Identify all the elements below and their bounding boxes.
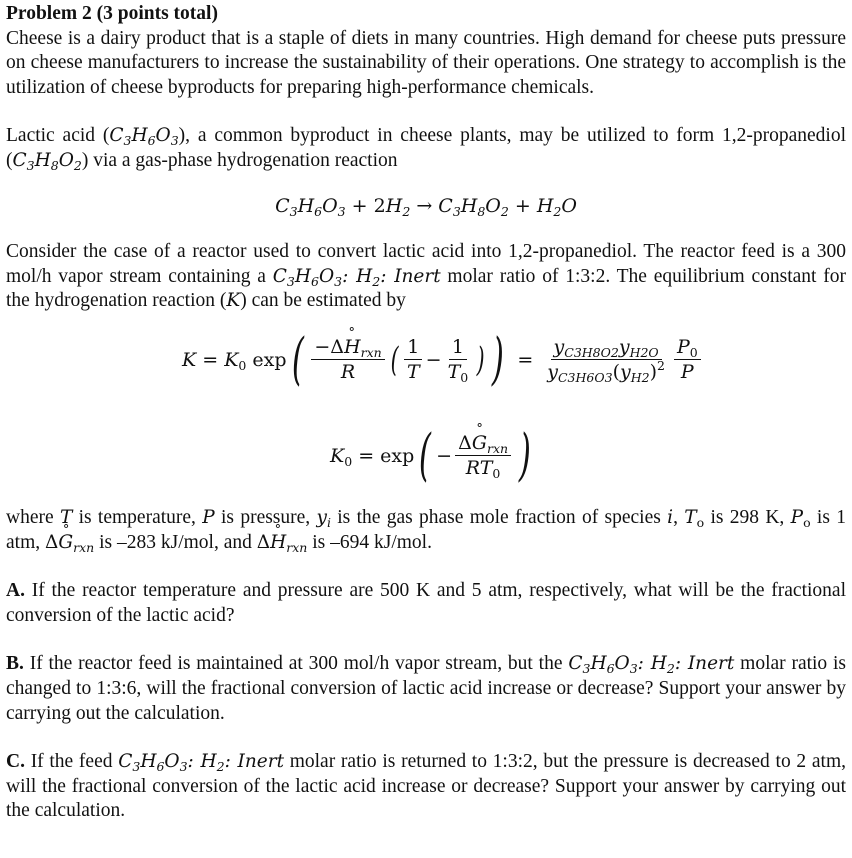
k0-equation: $K_0 = \exp$ ( − $\frac{\Delta G ˚_{rxn}}{RT_0}$ ) — [6, 428, 846, 506]
equilibrium-constant-equation: $K = K_0$ exp ( $\frac{-\Delta H ˚_{rxn}}{R}$ ( $\frac{1}{T}$ − $\frac{1}{T_0}$ ) ) = $\frac{y_{C3H8O2}y_{H2O}}{y_{C3H6O3}(y_{H2})^2}$ $\frac{P_0}{P}$ — [6, 332, 846, 424]
lactic-paragraph: Lactic acid $(C_3H_6O_3)$, a common byproduct in cheese plants, may be utilized to form 1,2-propanediol $(C_3H_8O_2)$ via a gas-phase hydrogenation reaction — [6, 125, 847, 173]
question-a: A. If the reactor temperature and pressure are 500 K and 5 atm, respectively, what will be the fractional conversion of the lactic acid? — [6, 580, 846, 626]
question-b: B. If the reactor feed is maintained at 300 mol/h vapor stream, but the $C_3H_6O_3$: $H_2$: Inert molar ratio is changed to 1:3:6, will the fractional conversion of lactic acid increase or decrease? Support your answer by carrying out the calculation. — [6, 653, 847, 724]
intro-paragraph: Cheese is a dairy product that is a staple of diets in many countries. High demand for cheese puts pressure on cheese manufacturers to increase the sustainability of their operations. One strategy to accomplish is the utilization of cheese byproducts for preparing high-performance chemicals. — [6, 27, 846, 98]
question-c: C. If the feed $C_3H_6O_3$: $H_2$: Inert molar ratio is returned to 1:3:2, but the pressure is decreased to 2 atm, will the fractional conversion of the lactic acid increase or decrease? Support your answer by carrying out the calculation. — [6, 751, 846, 822]
problem-page — [6, 2, 846, 824]
consider-paragraph: Consider the case of a reactor used to convert lactic acid into 1,2-propanediol. The reactor feed is a 300 mol/h vapor stream containing a $C_3H_6O_3$: $H_2$: Inert molar ratio of 1:3:2. The equilibrium constant for the hydrogenation reaction (K) can be estimated by — [6, 241, 846, 312]
where-paragraph: where T is temperature, P is pressure, $y_i$ is the gas phase mole fraction of species i, $T_o$ is 298 K, $P_o$ is 1 atm, ΔG $˚_{rxn}$ is –283 kJ/mol, and ΔH $˚_{rxn}$ is –694 kJ/mol. — [6, 506, 846, 555]
reaction-equation: $C_3H_6O_3 + 2H_2 \to C_3H_8O_2 + H_2O$ — [275, 194, 577, 219]
problem-title: Problem 2 (3 points total) — [6, 3, 218, 24]
